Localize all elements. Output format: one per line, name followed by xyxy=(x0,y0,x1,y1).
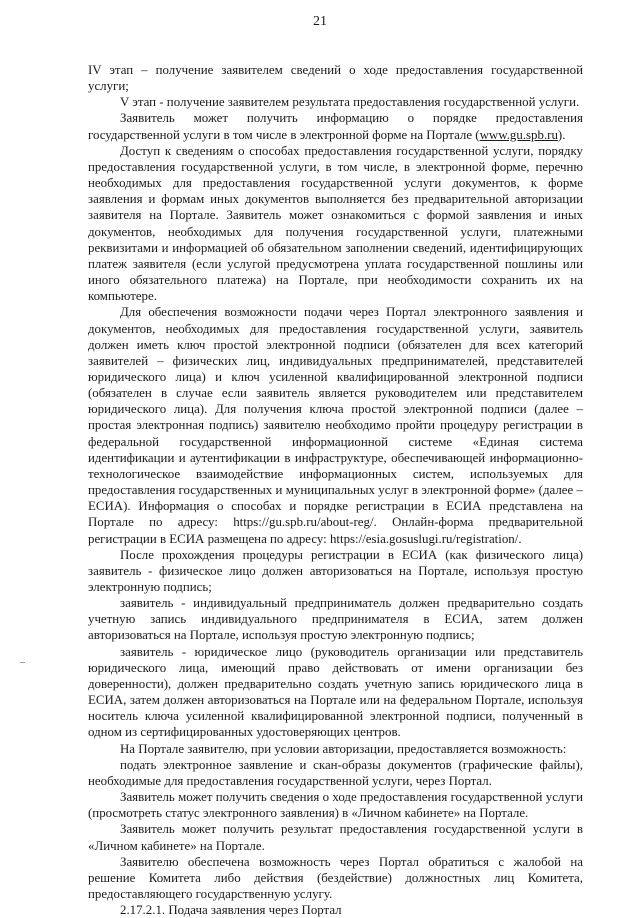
page-number: 21 xyxy=(313,14,327,29)
paragraph-portal-capabilities: На Портале заявителю, при условии авторизации, предоставляется возможность: xyxy=(120,741,567,756)
paragraph-portal-info-text: Заявитель может получить информацию о порядке предоставления государственной услуги в том числе в электронной форме на Портале ( xyxy=(88,111,583,142)
section-heading-2-17-2-1: 2.17.2.1. Подача заявления через Портал xyxy=(120,903,342,918)
paragraph-complaint-info: Заявителю обеспечена возможность через Портал обратиться с жалобой на решение Комитета либо действия (бездействие) должностных лиц Комитета, предоставляющего государственную услугу. xyxy=(88,854,583,901)
paragraph-stage-4: IV этап – получение заявителем сведений о ходе предоставления государственной услуги; xyxy=(88,63,583,94)
paragraph-stage-5: V этап - получение заявителем результата предоставления государственной услуги. xyxy=(120,95,580,110)
document-body xyxy=(88,62,583,918)
portal-link[interactable]: www.gu.spb.ru xyxy=(479,127,558,142)
paragraph-entrepreneur-auth: заявитель - индивидуальный предприниматель должен предварительно создать учетную запись индивидуального предпринимателя в ЕСИА, затем должен авторизоваться на Портале, используя простую электронную подпись; xyxy=(88,596,583,643)
paragraph-result-info: Заявитель может получить результат предоставления государственной услуги в «Личном кабинете» на Портале. xyxy=(88,822,583,853)
paragraph-status-info: Заявитель может получить сведения о ходе предоставления государственной услуги (просмотреть статус электронного заявления) в «Личном кабинете» на Портале. xyxy=(88,790,583,821)
paragraph-submit-application: подать электронное заявление и скан-образы документов (графические файлы), необходимые для предоставления государственной услуги, через Портал. xyxy=(88,757,583,788)
margin-mark xyxy=(20,662,25,663)
paragraph-legal-entity-auth: заявитель - юридическое лицо (руководитель организации или представитель юридического лица, имеющий право действовать от имени организации без доверенности), должен предварительно создать учетную запись юридического лица в ЕСИА, затем должен авторизоваться на Портале или на федеральном Портале, используя носитель ключа усиленной квалифицированной электронной подписи, полученный в одном из сертифицированных удостоверяющих центров. xyxy=(88,644,583,740)
paragraph-portal-info xyxy=(88,110,583,142)
paragraph-signature-requirements: Для обеспечения возможности подачи через Портал электронного заявления и документов, необходимых для предоставления государственной услуги, заявитель должен иметь ключ простой электронной подписи (обязателен для всех категорий заявителей – физических лиц, индивидуальных предпринимателей, представителей юридического лица) и ключ усиленной квалифицированной электронной подписи (обязателен в случае если заявитель является руководителем или представителем юридического лица). Для получения ключа простой электронной подписи (далее – простая электронная подпись) заявителю необходимо пройти процедуру регистрации в федеральной государственной информационной системе «Единая система идентификации и аутентификации в инфраструктуре, обеспечивающей информационно-технологическое взаимодействие информационных систем, используемых для предоставления государственных и муниципальных услуг в электронной форме» (далее – ЕСИА). Информация о способах и порядке регистрации в ЕСИА представлена на Портале по адресу: https://gu.spb.ru/about-reg/. Онлайн-форма предварительной регистрации в ЕСИА размещена по адресу: https://esia.gosuslugi.ru/registration/. xyxy=(88,305,583,546)
portal-link-close: ). xyxy=(557,127,566,142)
paragraph-access-info: Доступ к сведениям о способах предоставления государственной услуги, порядку предоставления государственной услуги, в том числе, в электронной форме, перечню необходимых для предоставления государственной услуги документов, к форме заявления и формам иных документов выполняется без предварительной авторизации заявителя на Портале. Заявитель может ознакомиться с формой заявления и иных документов, необходимых для получения государственной услуги, платежными реквизитами и информацией об обязательном заполнении сведений, идентифицирующих платеж заявителя (если услугой предусмотрена уплата государственной пошлины или иного обязательного платежа) на Портале, при необходимости сохранить их на компьютере. xyxy=(88,143,583,304)
paragraph-individual-auth: После прохождения процедуры регистрации в ЕСИА (как физического лица) заявитель - физическое лицо должен авторизоваться на Портале, используя простую электронную подпись; xyxy=(88,547,583,594)
